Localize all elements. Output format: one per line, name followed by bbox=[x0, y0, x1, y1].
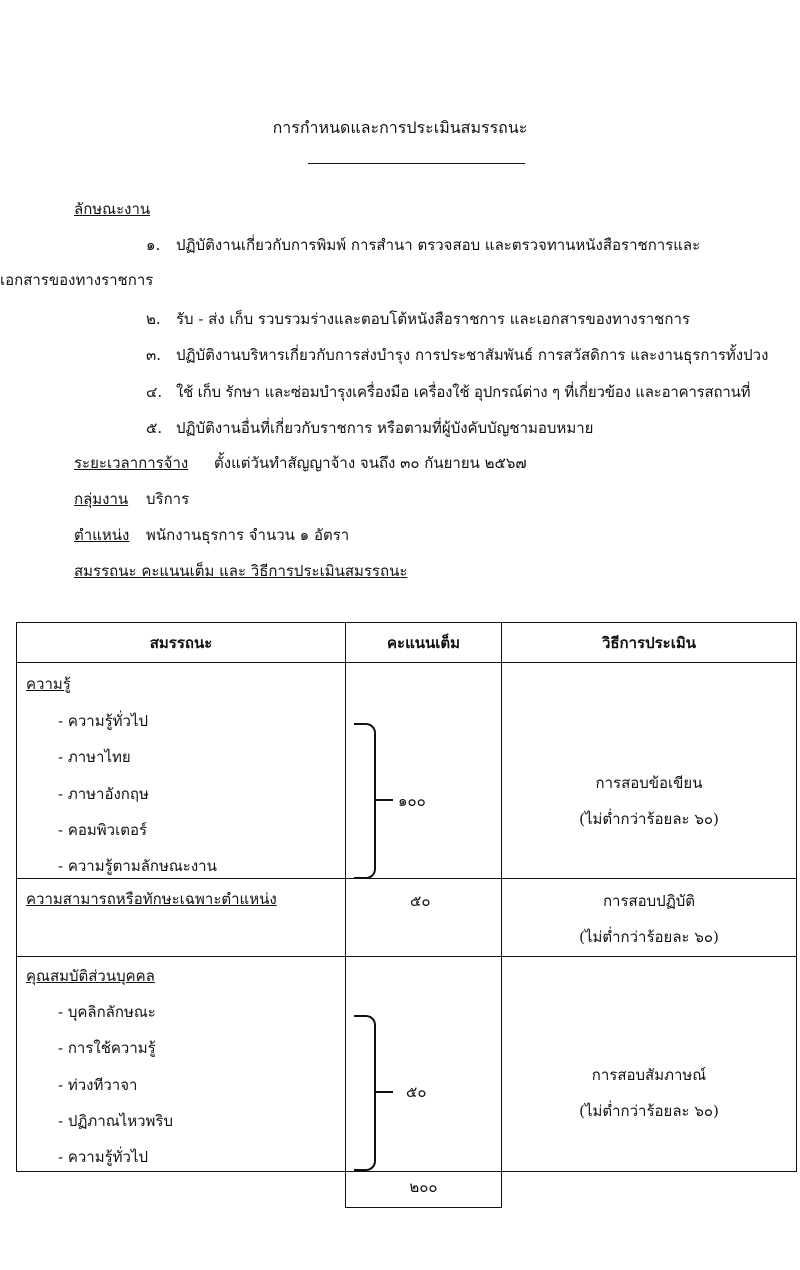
personal-item-2: - การใช้ความรู้ bbox=[58, 1039, 156, 1057]
skill-method-note: (ไม่ต่ำกว่าร้อยละ ๖๐) bbox=[579, 928, 719, 946]
knowledge-brace bbox=[354, 723, 376, 879]
personal-item-1: - บุคลิกลักษณะ bbox=[58, 1003, 156, 1021]
work-group-value: บริการ bbox=[146, 490, 190, 508]
knowledge-method-note: (ไม่ต่ำกว่าร้อยละ ๖๐) bbox=[579, 810, 719, 828]
knowledge-item-2: - ภาษาไทย bbox=[58, 748, 131, 766]
job-item-2-text: รับ - ส่ง เก็บ รวบรวมร่างและตอบโต้หนังสือราชการ และเอกสารของทางราชการ bbox=[176, 310, 690, 328]
personal-method-note: (ไม่ต่ำกว่าร้อยละ ๖๐) bbox=[579, 1102, 719, 1120]
personal-item-3: - ท่วงทีวาจา bbox=[58, 1076, 138, 1094]
table-row-knowledge bbox=[17, 663, 797, 879]
skill-title: ความสามารถหรือทักษะเฉพาะตำแหน่ง bbox=[26, 890, 277, 908]
job-item-5-text: ปฏิบัติงานอื่นที่เกี่ยวกับราชการ หรือตามที่ผู้บังคับบัญชามอบหมาย bbox=[176, 419, 594, 437]
personal-title: คุณสมบัติส่วนบุคคล bbox=[26, 967, 155, 985]
work-group-label: กลุ่มงาน bbox=[74, 490, 129, 508]
table-row-skill bbox=[17, 879, 797, 957]
job-item-4-num: ๔. bbox=[146, 383, 163, 401]
page-title: การกำหนดและการประเมินสมรรถนะ bbox=[272, 118, 528, 137]
skill-score: ๕๐ bbox=[410, 892, 431, 910]
personal-method: การสอบสัมภาษณ์ bbox=[591, 1066, 707, 1084]
header-full-score: คะแนนเต็ม bbox=[346, 623, 502, 663]
job-item-5-num: ๕. bbox=[146, 419, 163, 437]
knowledge-method: การสอบข้อเขียน bbox=[595, 774, 703, 792]
job-item-1-num: ๑. bbox=[146, 236, 161, 254]
header-method: วิธีการประเมิน bbox=[502, 623, 797, 663]
skill-score-cell bbox=[346, 879, 502, 957]
knowledge-score-cell bbox=[346, 663, 502, 879]
personal-item-4: - ปฏิภาณไหวพริบ bbox=[58, 1112, 173, 1130]
personal-brace bbox=[354, 1015, 376, 1171]
total-score: ๒๐๐ bbox=[345, 1168, 502, 1208]
job-item-3-text: ปฏิบัติงานบริหารเกี่ยวกับการส่งบำรุง การประชาสัมพันธ์ การสวัสดิการ และงานธุรการทั้งปวง bbox=[176, 346, 769, 364]
title-underline bbox=[308, 163, 525, 164]
knowledge-method-cell bbox=[502, 663, 797, 879]
knowledge-title: ความรู้ bbox=[26, 675, 71, 693]
knowledge-brace-tick bbox=[375, 799, 393, 801]
competency-heading: สมรรถนะ คะแนนเต็ม และ วิธีการประเมินสมรรถนะ bbox=[74, 562, 408, 580]
position-label: ตำแหน่ง bbox=[74, 526, 130, 544]
table-row-personal bbox=[17, 957, 797, 1172]
personal-item-5: - ความรู้ทั่วไป bbox=[58, 1148, 149, 1166]
competency-table bbox=[16, 622, 797, 1172]
position-value: พนักงานธุรการ จำนวน ๑ อัตรา bbox=[146, 526, 350, 544]
job-item-3-num: ๓. bbox=[146, 346, 162, 364]
knowledge-score: ๑๐๐ bbox=[398, 792, 426, 810]
job-heading: ลักษณะงาน bbox=[74, 200, 151, 218]
personal-brace-tick bbox=[375, 1091, 393, 1093]
personal-score: ๕๐ bbox=[406, 1083, 427, 1101]
job-item-4-text: ใช้ เก็บ รักษา และซ่อมบำรุงเครื่องมือ เครื่องใช้ อุปกรณ์ต่าง ๆ ที่เกี่ยวข้อง และอาคารสถานที่ bbox=[176, 383, 751, 401]
skill-method-cell bbox=[502, 879, 797, 957]
personal-method-cell bbox=[502, 957, 797, 1172]
header-competency: สมรรถนะ bbox=[17, 623, 346, 663]
employment-value: ตั้งแต่วันทำสัญญาจ้าง จนถึง ๓๐ กันยายน ๒๕๖๗ bbox=[214, 454, 527, 472]
table-header-row bbox=[17, 623, 797, 663]
knowledge-item-4: - คอมพิวเตอร์ bbox=[58, 821, 148, 839]
job-item-1-text: ปฏิบัติงานเกี่ยวกับการพิมพ์ การสำนา ตรวจสอบ และตรวจทานหนังสือราชการและ bbox=[176, 236, 701, 254]
knowledge-item-5: - ความรู้ตามลักษณะงาน bbox=[58, 857, 217, 875]
job-item-2-num: ๒. bbox=[146, 310, 161, 328]
employment-label: ระยะเวลาการจ้าง bbox=[74, 454, 189, 472]
personal-cell bbox=[17, 957, 346, 1172]
knowledge-item-1: - ความรู้ทั่วไป bbox=[58, 712, 149, 730]
knowledge-cell bbox=[17, 663, 346, 879]
personal-score-cell bbox=[346, 957, 502, 1172]
skill-cell bbox=[17, 879, 346, 957]
skill-method: การสอบปฏิบัติ bbox=[602, 892, 696, 910]
job-item-1-cont: เอกสารของทางราชการ bbox=[0, 271, 154, 289]
knowledge-item-3: - ภาษาอังกฤษ bbox=[58, 785, 149, 803]
